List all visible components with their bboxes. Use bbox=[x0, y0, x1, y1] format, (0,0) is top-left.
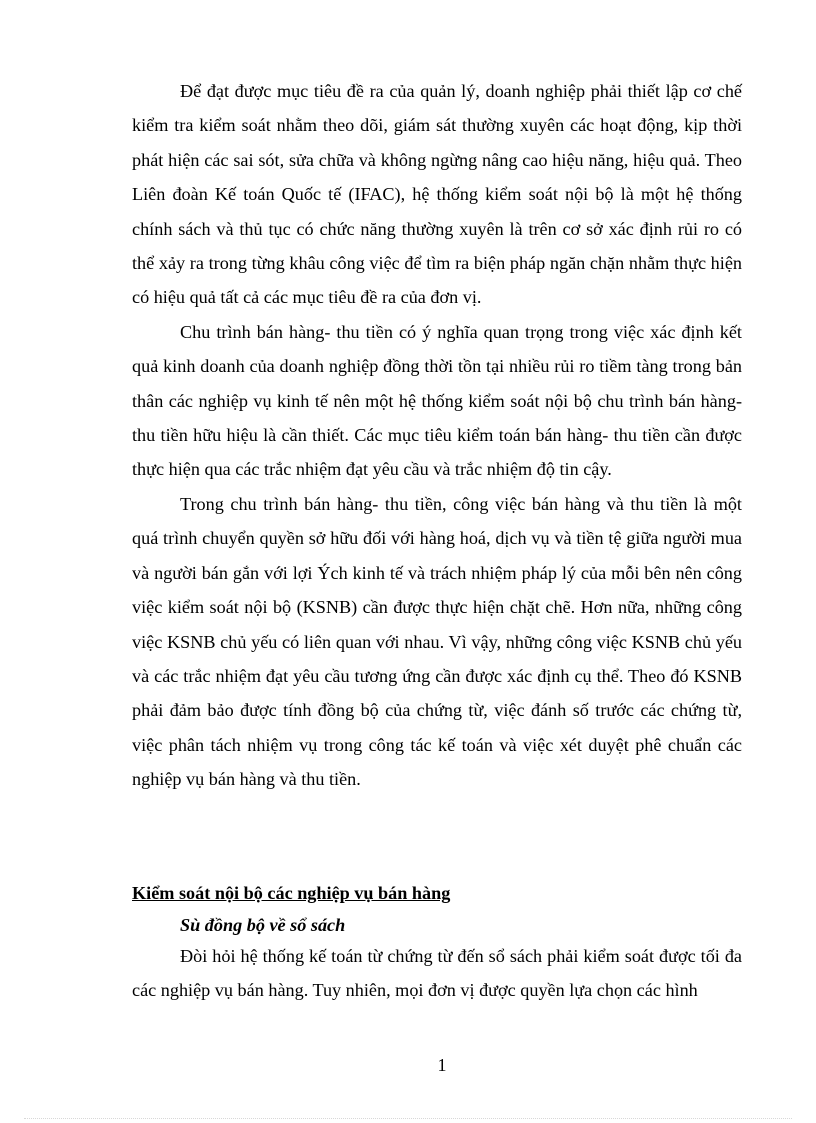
paragraph-2: Chu trình bán hàng- thu tiền có ý nghĩa quan trọng trong việc xác định kết quả kinh doanh của doanh nghiệp đồng thời tồn tại nhiều rủi ro tiềm tàng trong bản thân các nghiệp vụ kinh tế nên một hệ thống kiểm soát nội bộ chu trình bán hàng- thu tiền hữu hiệu là cần thiết. Các mục tiêu kiểm toán bán hàng- thu tiền cần được thực hiện qua các trắc nhiệm đạt yêu cầu và trắc nhiệm độ tin cậy. bbox=[132, 321, 742, 480]
paragraph-1: Để đạt được mục tiêu đề ra của quản lý, doanh nghiệp phải thiết lập cơ chế kiểm tra kiểm soát nhằm theo dõi, giám sát thường xuyên các hoạt động, kịp thời phát hiện các sai sót, sửa chữa và không ngừng nâng cao hiệu năng, hiệu quả. Theo Liên đoàn Kế toán Quốc tế (IFAC), hệ thống kiểm soát nội bộ là một hệ thống chính sách và thủ tục có chức năng thường xuyên là trên cơ sở xác định rủi ro có thể xảy ra trong từng khâu công việc để tìm ra biện pháp ngăn chặn nhằm thực hiện có hiệu quả tất cả các mục tiêu đề ra của đơn vị. bbox=[132, 81, 742, 308]
body-text-bottom bbox=[132, 939, 742, 1008]
section-subheading: Sù đồng bộ về sổ sách bbox=[180, 915, 346, 935]
section-heading: Kiểm soát nội bộ các nghiệp vụ bán hàng bbox=[132, 883, 451, 903]
footer-divider bbox=[24, 1118, 792, 1119]
page-number: 1 bbox=[437, 1055, 447, 1075]
paragraph-3: Trong chu trình bán hàng- thu tiền, công việc bán hàng và thu tiền là một quá trình chuyển quyền sở hữu đối với hàng hoá, dịch vụ và tiền tệ giữa người mua và người bán gắn với lợi Ých kinh tế và trách nhiệm pháp lý của mỗi bên nên công việc kiểm soát nội bộ (KSNB) cần được thực hiện chặt chẽ. Hơn nữa, những công việc KSNB chủ yếu có liên quan với nhau. Vì vậy, những công việc KSNB chủ yếu và các trắc nhiệm đạt yêu cầu tương ứng cần được xác định cụ thể. Theo đó KSNB phải đảm bảo được tính đồng bộ của chứng từ, việc đánh số trước các chứng từ, việc phân tách nhiệm vụ trong công tác kế toán và việc xét duyệt phê chuẩn các nghiệp vụ bán hàng và thu tiền. bbox=[132, 493, 742, 790]
paragraph-4: Đòi hỏi hệ thống kế toán từ chứng từ đến sổ sách phải kiểm soát được tối đa các nghiệp vụ bán hàng. Tuy nhiên, mọi đơn vị được quyền lựa chọn các hình bbox=[132, 946, 742, 1001]
body-text-top bbox=[132, 74, 742, 797]
